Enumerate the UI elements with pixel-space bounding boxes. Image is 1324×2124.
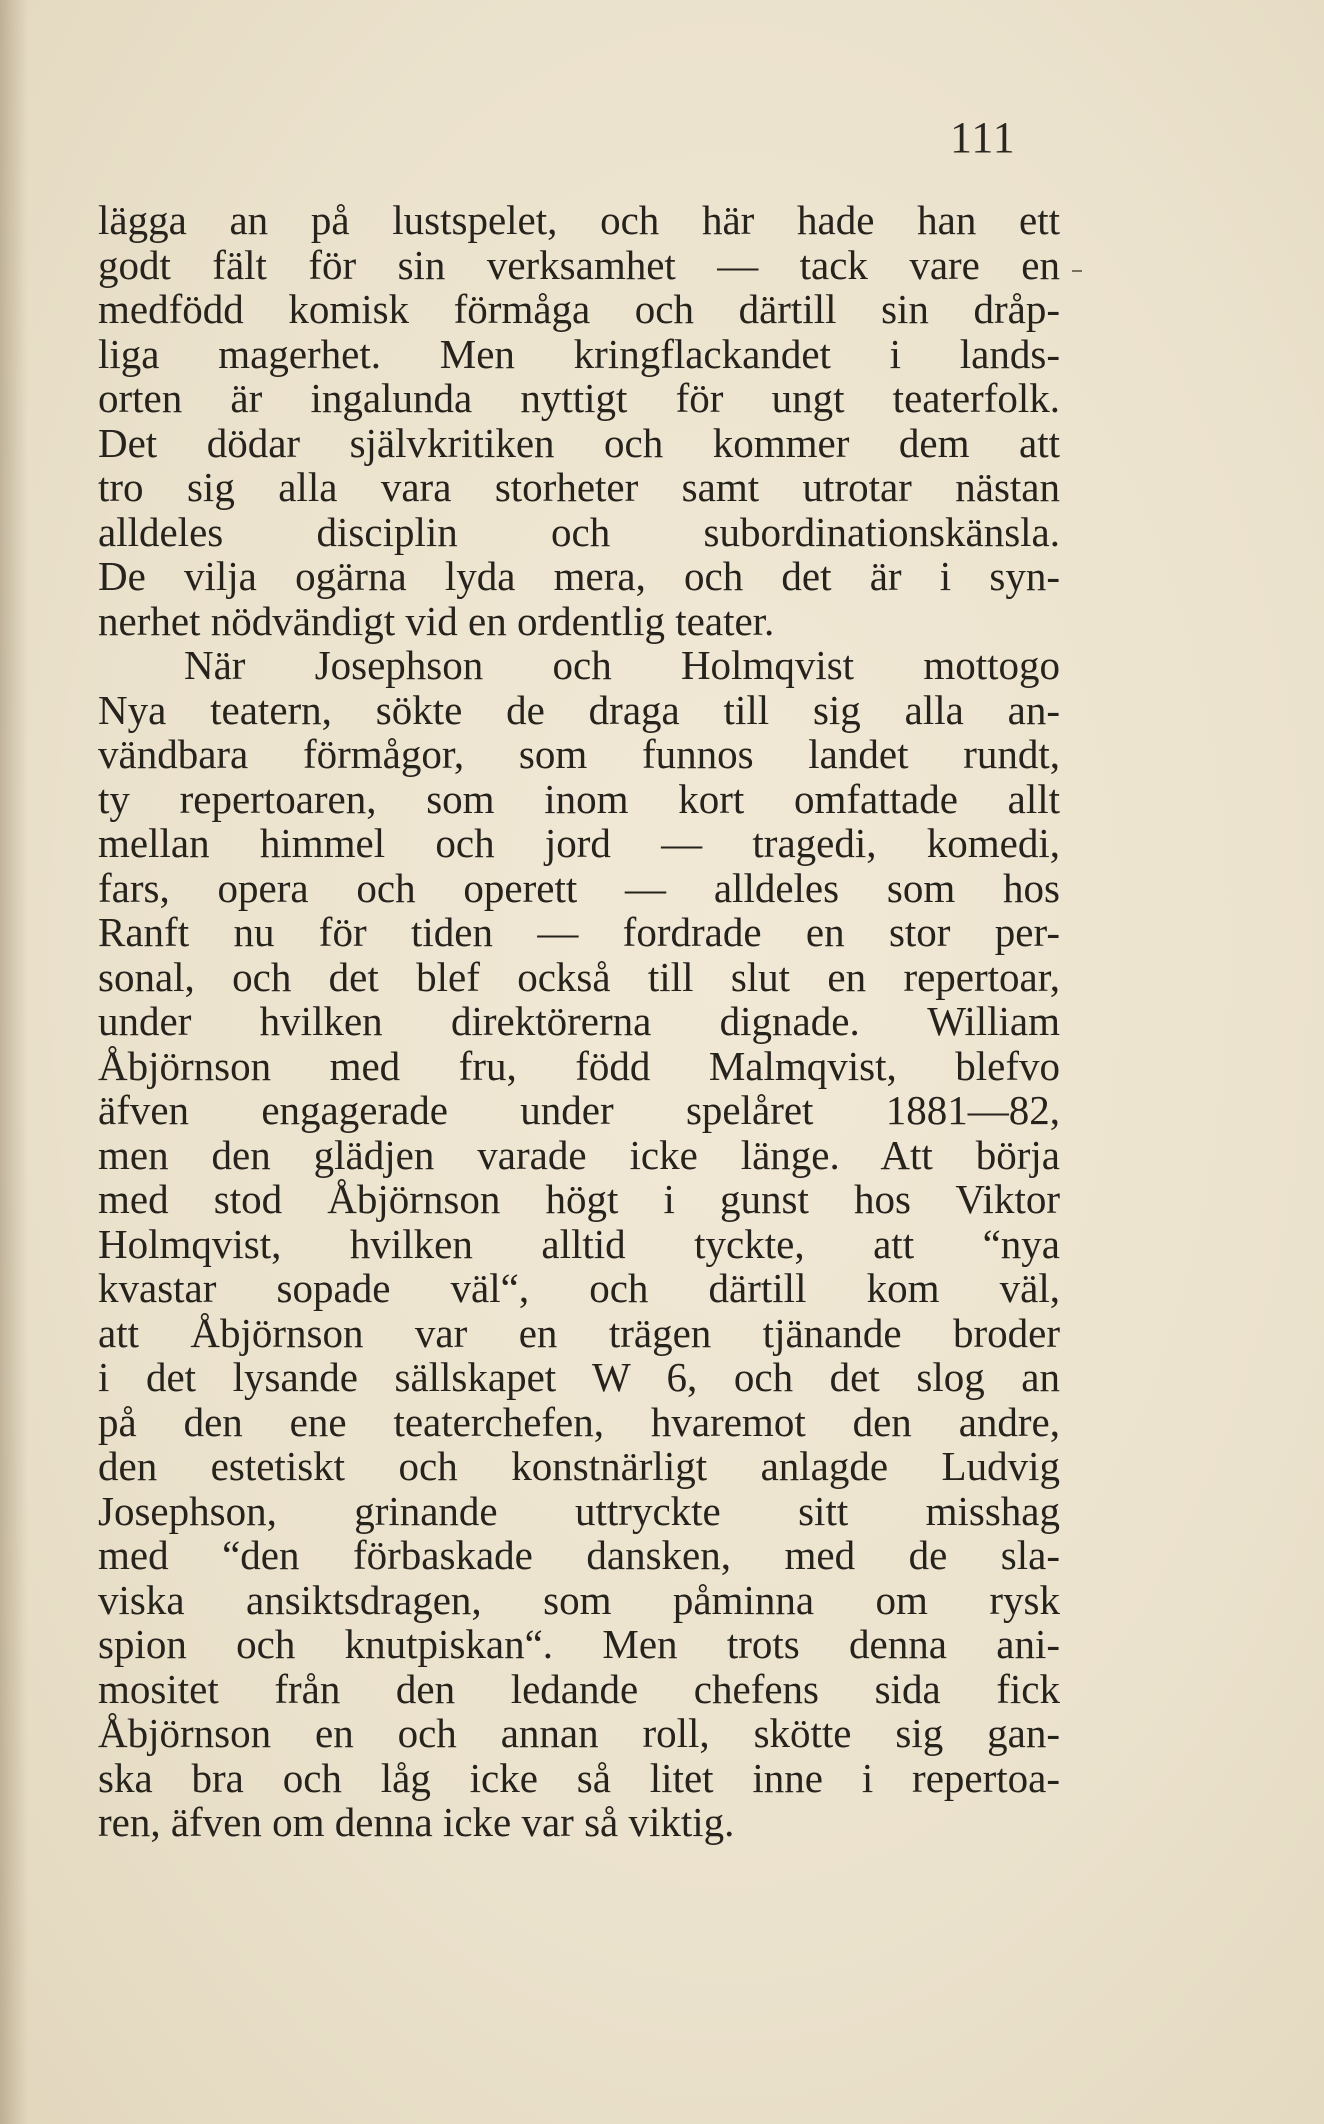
page-number: 111 bbox=[950, 113, 1016, 162]
margin-mark bbox=[1072, 270, 1082, 272]
text-line: ren, äfven om denna icke var så viktig. bbox=[98, 1799, 735, 1845]
text-line: med stod Åbjörnson högt i gunst hos Viktor bbox=[98, 1176, 1060, 1222]
text-line: spion och knutpiskan“. Men trots denna ani- bbox=[98, 1621, 1060, 1667]
text-line: ty repertoaren, som inom kort omfattade allt bbox=[98, 775, 1060, 822]
text-line: sonal, och det blef också till slut en repertoar, bbox=[98, 953, 1060, 1000]
text-line: orten är ingalunda nyttigt för ungt teaterfolk. bbox=[98, 375, 1060, 421]
body-text bbox=[98, 198, 1060, 1845]
text-line: Åbjörnson med fru, född Malmqvist, blefvo bbox=[98, 1042, 1060, 1089]
text-line: mositet från den ledande chefens sida fick bbox=[98, 1665, 1060, 1712]
text-line: på den ene teaterchefen, hvaremot den andre, bbox=[98, 1398, 1060, 1445]
text-line: Holmqvist, hvilken alltid tyckte, att “nya bbox=[98, 1220, 1060, 1267]
text-line: viska ansiktsdragen, som påminna om rysk bbox=[98, 1576, 1060, 1623]
text-line: under hvilken direktörerna dignade. William bbox=[98, 998, 1060, 1044]
text-line: liga magerhet. Men kringflackandet i lands- bbox=[98, 330, 1060, 377]
text-line: alldeles disciplin och subordinationskänsla. bbox=[98, 508, 1060, 555]
text-line: lägga an på lustspelet, och här hade han ett bbox=[98, 197, 1060, 243]
text-line: Josephson, grinande uttryckte sitt misshag bbox=[98, 1487, 1060, 1534]
text-line: När Josephson och Holmqvist mottogo bbox=[184, 642, 1060, 688]
text-line: med “den förbaskade dansken, med de sla- bbox=[98, 1532, 1060, 1578]
text-line: men den glädjen varade icke länge. Att börja bbox=[98, 1131, 1060, 1178]
text-line: vändbara förmågor, som funnos landet rundt, bbox=[98, 731, 1060, 777]
text-line: Det dödar självkritiken och kommer dem att bbox=[98, 419, 1060, 466]
text-line: godt fält för sin verksamhet — tack vare en bbox=[98, 241, 1060, 288]
text-line: Nya teatern, sökte de draga till sig alla an- bbox=[98, 686, 1060, 733]
text-line: tro sig alla vara storheter samt utrotar nästan bbox=[98, 464, 1060, 510]
text-line: De vilja ogärna lyda mera, och det är i syn- bbox=[98, 553, 1060, 599]
text-line: mellan himmel och jord — tragedi, komedi, bbox=[98, 820, 1060, 866]
text-line: Åbjörnson en och annan roll, skötte sig gan- bbox=[98, 1710, 1060, 1756]
text-line: Ranft nu för tiden — fordrade en stor per- bbox=[98, 909, 1060, 955]
text-line: i det lysande sällskapet W 6, och det slog an bbox=[98, 1354, 1060, 1400]
text-line: att Åbjörnson var en trägen tjänande broder bbox=[98, 1309, 1060, 1356]
text-line: fars, opera och operett — alldeles som hos bbox=[98, 864, 1060, 911]
gutter-shadow bbox=[0, 0, 28, 2124]
text-line: ska bra och låg icke så litet inne i repertoa- bbox=[98, 1754, 1060, 1801]
text-line: medfödd komisk förmåga och därtill sin dråp- bbox=[98, 286, 1060, 332]
text-line: den estetiskt och konstnärligt anlagde Ludvig bbox=[98, 1443, 1060, 1489]
text-line: äfven engagerade under spelåret 1881—82, bbox=[98, 1087, 1060, 1133]
text-line: nerhet nödvändigt vid en ordentlig teater. bbox=[98, 597, 775, 644]
text-line: kvastar sopade väl“, och därtill kom väl, bbox=[98, 1265, 1060, 1311]
